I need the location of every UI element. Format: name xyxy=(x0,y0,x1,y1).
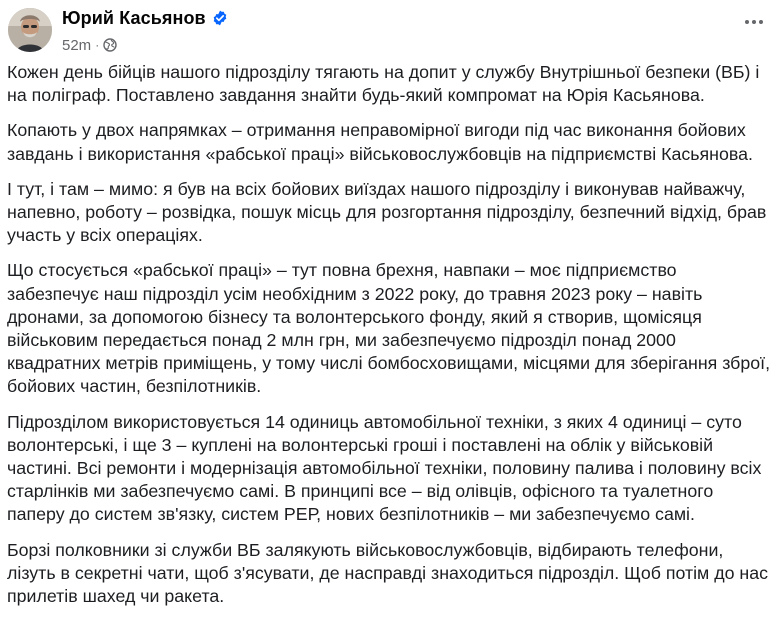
meta-separator: · xyxy=(95,38,100,52)
more-horizontal-icon xyxy=(752,20,756,24)
globe-icon[interactable] xyxy=(103,38,117,52)
post-paragraph: Підрозділом використовується 14 одиниць автомобільної техніки, з яких 4 одиниці – суто волонтерські, і ще 3 – куплені на волонтерські гроші і поставлені на облік у військовій частині. Всі ремонти і модернізація автомобільної техніки, половину палива і половину всіх старлінків ми забезпечуємо самі. В принципі все – від олівців, офісного та туалетного паперу до систем зв'язку, систем РЕР, нових безпілотників – ми забезпечуємо самі. xyxy=(7,411,762,525)
post-paragraph: Борзі полковники зі служби ВБ залякують військовослужбовців, відбирають телефони, лізуть в секретні чати, щоб з'ясувати, де насправді знаходиться підрозділ. Щоб потім до нас прилетів шахед чи ракета. xyxy=(7,539,769,607)
author-line xyxy=(62,6,228,30)
post-paragraph: І тут, і там – мимо: я був на всіх бойових виїздах нашого підрозділу і виконував найважчу, напевно, роботу – розвідка, пошук місць для розгортання підрозділу, безпечний відхід, брав участь у всіх операціях. xyxy=(7,178,767,246)
post-paragraph: Копають у двох напрямках – отримання неправомірної вигоди під час виконання бойових завдань і використання «рабської праці» військовослужбовців на підприємстві Касьянова. xyxy=(7,120,753,164)
post-paragraph: Кожен день бійців нашого підрозділу тягають на допит у службу Внутрішньої безпеки (ВБ) і на поліграф. Поставлено завдання знайти будь-який компромат на Юрія Касьянова. xyxy=(7,62,760,106)
more-horizontal-icon xyxy=(759,20,763,24)
post-content xyxy=(7,61,771,620)
post-paragraph: Що стосується «рабської праці» – тут повна брехня, навпаки – моє підприємство забезпечує наш підрозділ усім необхідним з 2022 року, до травня 2023 року – навіть дронами, за допомогою бізнесу та волонтерського фонду, який я створив, щомісяця військовим передається понад 2 млн грн, ми забезпечуємо підрозділ понад 2000 квадратних метрів приміщень, у тому числі бомбосховищами, місцями для зберігання зброї, бойових частин, безпілотників. xyxy=(7,260,771,397)
more-options-button[interactable] xyxy=(742,10,766,34)
author-info xyxy=(62,6,228,56)
author-name[interactable]: Юрий Касьянов xyxy=(62,7,206,28)
author-avatar[interactable] xyxy=(8,8,52,52)
post-header xyxy=(8,6,772,56)
post-time[interactable]: 52m xyxy=(62,36,92,54)
author-avatar-image xyxy=(8,8,52,52)
verified-badge-icon xyxy=(212,10,228,26)
post-meta xyxy=(62,34,228,56)
more-horizontal-icon xyxy=(745,20,749,24)
